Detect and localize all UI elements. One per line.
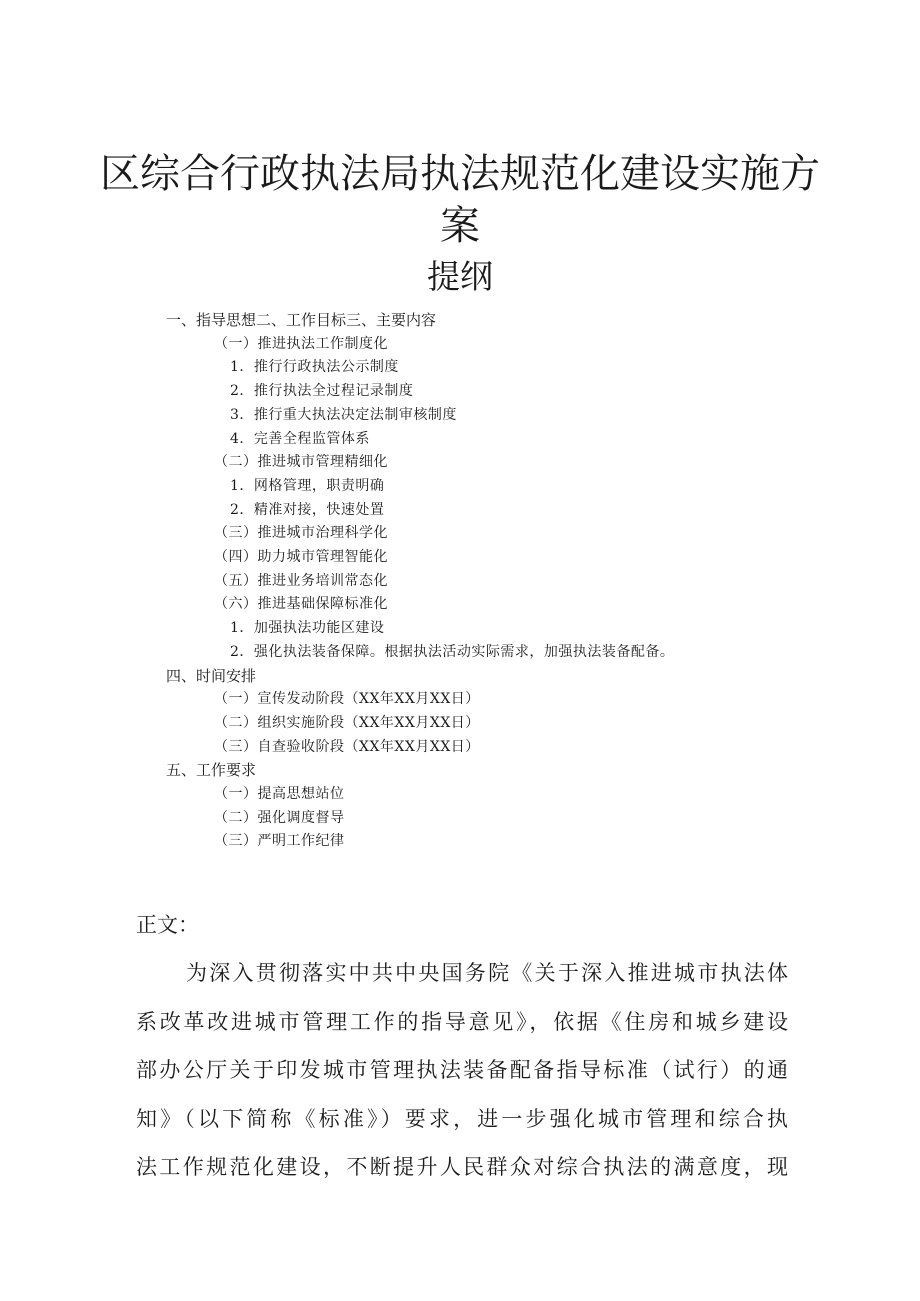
outline-item-line: 1．网格管理，职责明确 [230, 478, 385, 494]
outline-item-line: 4．完善全程监管体系 [230, 431, 370, 447]
outline-head-line: 五、工作要求 [166, 761, 257, 779]
outline-head-line: 四、时间安排 [166, 667, 257, 685]
outline-sub-line: （三）自查验收阶段（XX年XX月XX日） [214, 739, 480, 755]
outline-item-line: 2．推行执法全过程记录制度 [230, 383, 414, 399]
outline-sub-line: （六）推进基础保障标准化 [214, 596, 388, 612]
outline-sub-line: （一）推进执法工作制度化 [214, 336, 388, 352]
body-paragraph-line: 法工作规范化建设，不断提升人民群众对综合执法的满意度，现 [136, 1155, 788, 1179]
outline-sub-line: （一）宣传发动阶段（XX年XX月XX日） [214, 691, 480, 707]
body-paragraph-line: 为深入贯彻落实中共中央国务院《关于深入推进城市执法体 [186, 961, 788, 985]
document-title-line-1: 区综合行政执法局执法规范化建设实施方 [100, 151, 820, 197]
outline-item-line: 2．精准对接，快速处置 [230, 502, 385, 518]
document-title-line-2: 案 [440, 203, 480, 249]
outline-sub-line: （三）严明工作纪律 [214, 833, 345, 849]
outline-item-line: 1．加强执法功能区建设 [230, 620, 385, 636]
body-paragraph-line: 部办公厅关于印发城市管理执法装备配备指导标准（试行）的通 [136, 1058, 788, 1082]
body-paragraph-line: 知》（以下简称《标准》）要求，进一步强化城市管理和综合执 [136, 1107, 788, 1131]
outline-sub-line: （二）强化调度督导 [214, 810, 345, 826]
outline-sub-line: （三）推进城市治理科学化 [214, 525, 388, 541]
outline-sub-line: （一）提高思想站位 [214, 786, 345, 802]
outline-sub-line: （二）推进城市管理精细化 [214, 454, 388, 470]
outline-sub-line: （四）助力城市管理智能化 [214, 549, 388, 565]
document-subtitle: 提纲 [427, 257, 493, 296]
body-paragraph-line: 系改革改进城市管理工作的指导意见》，依据《住房和城乡建设 [136, 1010, 788, 1034]
outline-head-line: 一、指导思想二、工作目标三、主要内容 [166, 311, 437, 329]
outline-sub-line: （二）组织实施阶段（XX年XX月XX日） [214, 715, 480, 731]
outline-sub-line: （五）推进业务培训常态化 [214, 573, 388, 589]
body-label: 正文： [136, 913, 199, 937]
outline-item-line: 3．推行重大执法决定法制审核制度 [230, 407, 457, 423]
outline-item-line: 1．推行行政执法公示制度 [230, 359, 399, 375]
outline-item-line: 2．强化执法装备保障。根据执法活动实际需求，加强执法装备配备。 [230, 644, 675, 660]
